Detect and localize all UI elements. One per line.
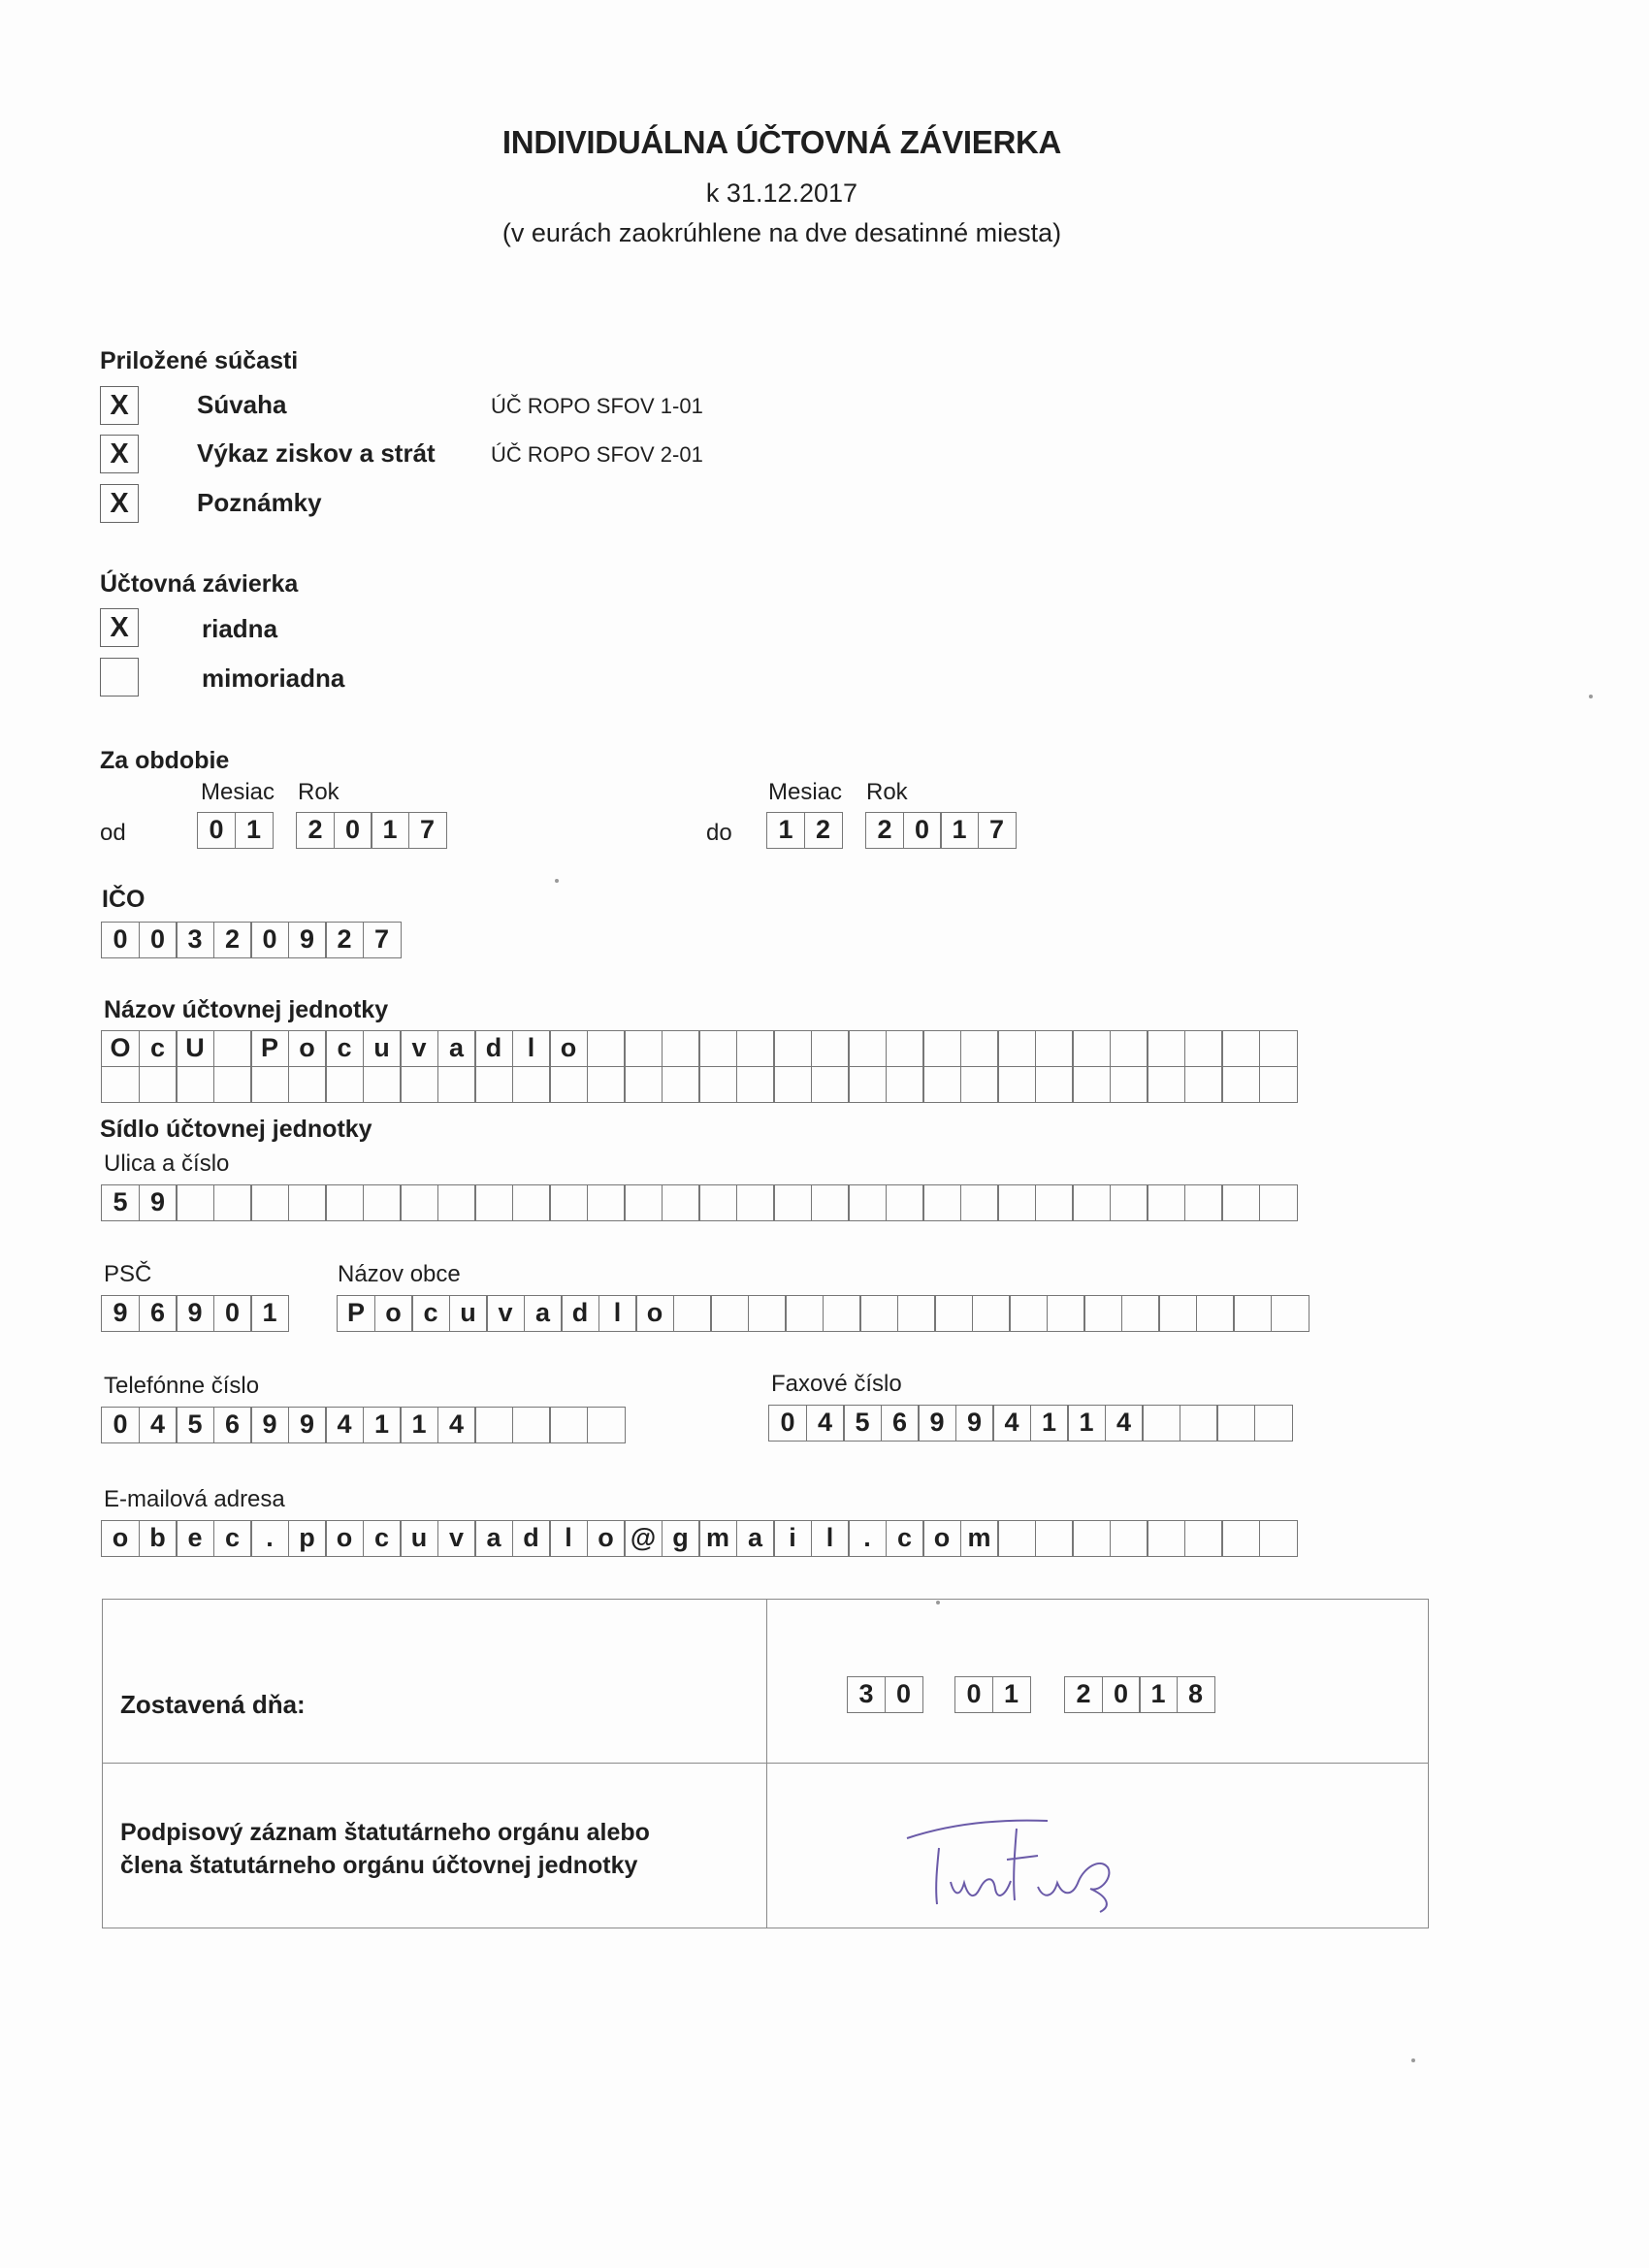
letter-cell [848, 1184, 887, 1221]
city-label: Názov obce [338, 1261, 461, 1287]
letter-cell [934, 1295, 973, 1332]
letter-cell [512, 1066, 551, 1103]
letter-cell [363, 1066, 402, 1103]
from-year-label: Rok [298, 779, 340, 805]
letter-cell [698, 1066, 737, 1103]
from-year-field[interactable] [296, 812, 447, 849]
letter-cell [1158, 1295, 1197, 1332]
letter-cell [176, 1184, 214, 1221]
letter-cell [474, 1407, 513, 1443]
to-year-label: Rok [866, 779, 908, 805]
letter-cell [1110, 1030, 1148, 1067]
letter-cell: d [474, 1030, 513, 1067]
letter-cell: a [437, 1030, 476, 1067]
letter-cell [250, 1066, 289, 1103]
compiled-day-field[interactable] [847, 1676, 923, 1713]
digit-cell: 1 [940, 812, 979, 849]
letter-cell [811, 1066, 850, 1103]
from-month-label: Mesiac [201, 779, 275, 805]
digit-cell: 2 [213, 922, 252, 958]
email-label: E-mailová adresa [104, 1486, 285, 1512]
letter-cell: o [549, 1030, 588, 1067]
letter-cell [773, 1030, 812, 1067]
letter-cell: 9 [288, 1407, 327, 1443]
letter-cell: v [400, 1030, 438, 1067]
letter-cell [1221, 1184, 1260, 1221]
letter-cell [624, 1184, 663, 1221]
to-month-label: Mesiac [768, 779, 843, 805]
scan-speck [936, 1601, 940, 1604]
ico-field[interactable] [101, 922, 402, 958]
letter-cell [624, 1030, 663, 1067]
letter-cell [1072, 1184, 1111, 1221]
letter-cell [1121, 1295, 1160, 1332]
table-divider-horizontal [102, 1763, 1429, 1764]
digit-cell: 2 [296, 812, 335, 849]
letter-cell [698, 1030, 737, 1067]
letter-cell [1047, 1295, 1085, 1332]
letter-cell [662, 1066, 700, 1103]
letter-cell [1009, 1295, 1048, 1332]
entity-name-row-1 [101, 1030, 1298, 1067]
letter-cell: c [363, 1520, 402, 1557]
digit-cell: 7 [408, 812, 447, 849]
letter-cell [1254, 1405, 1293, 1442]
fax-field[interactable] [768, 1405, 1293, 1442]
letter-cell: 9 [250, 1407, 289, 1443]
letter-cell [139, 1066, 178, 1103]
letter-cell [549, 1066, 588, 1103]
psc-field[interactable] [101, 1295, 289, 1332]
letter-cell [176, 1066, 214, 1103]
letter-cell [587, 1184, 626, 1221]
digit-cell: 0 [885, 1676, 923, 1713]
letter-cell [587, 1407, 626, 1443]
digit-cell: 1 [766, 812, 805, 849]
phone-field[interactable] [101, 1407, 626, 1443]
signature-label-line-1: Podpisový záznam štatutárneho orgánu alebo [120, 1819, 650, 1846]
letter-cell: o [922, 1520, 961, 1557]
letter-cell: l [512, 1030, 551, 1067]
letter-cell: . [250, 1520, 289, 1557]
letter-cell: 1 [1067, 1405, 1106, 1442]
digit-cell: 0 [139, 922, 178, 958]
letter-cell: u [400, 1520, 438, 1557]
digit-cell: 7 [978, 812, 1017, 849]
letter-cell [587, 1030, 626, 1067]
letter-cell [1147, 1184, 1185, 1221]
document-date: k 31.12.2017 [705, 178, 858, 208]
letter-cell [673, 1295, 712, 1332]
statement-type-heading: Účtovná závierka [100, 570, 299, 598]
letter-cell [886, 1184, 924, 1221]
letter-cell [859, 1295, 898, 1332]
to-month-field[interactable] [766, 812, 843, 849]
letter-cell: c [213, 1520, 252, 1557]
code-vykaz: ÚČ ROPO SFOV 2-01 [491, 442, 703, 467]
letter-cell: 0 [768, 1405, 807, 1442]
entity-name-field[interactable] [101, 1030, 1298, 1103]
letter-cell [325, 1066, 364, 1103]
label-poznamky: Poznámky [197, 488, 322, 517]
letter-cell [773, 1184, 812, 1221]
letter-cell [848, 1030, 887, 1067]
attachments-heading: Priložené súčasti [100, 347, 299, 374]
letter-cell [997, 1066, 1036, 1103]
digit-cell: 1 [1139, 1676, 1178, 1713]
letter-cell [922, 1030, 961, 1067]
letter-cell: 4 [1105, 1405, 1144, 1442]
letter-cell: d [512, 1520, 551, 1557]
letter-cell [474, 1066, 513, 1103]
label-suvaha: Súvaha [197, 390, 287, 419]
digit-cell: 8 [1177, 1676, 1215, 1713]
letter-cell: u [363, 1030, 402, 1067]
digit-cell: 1 [992, 1676, 1031, 1713]
digit-cell: 0 [954, 1676, 993, 1713]
letter-cell [922, 1184, 961, 1221]
label-vykaz: Výkaz ziskov a strát [197, 438, 436, 468]
digit-cell: 3 [847, 1676, 886, 1713]
digit-cell: 0 [334, 812, 372, 849]
letter-cell: P [337, 1295, 375, 1332]
checkbox-vykaz[interactable]: X [100, 435, 139, 473]
letter-cell [400, 1184, 438, 1221]
letter-cell [811, 1030, 850, 1067]
digit-cell: 9 [288, 922, 327, 958]
street-field[interactable] [101, 1184, 1298, 1221]
letter-cell: a [524, 1295, 563, 1332]
letter-cell [101, 1066, 140, 1103]
letter-cell: a [736, 1520, 775, 1557]
digit-cell: 0 [903, 812, 942, 849]
period-heading: Za obdobie [100, 747, 230, 774]
from-label: od [100, 820, 126, 846]
psc-label: PSČ [104, 1261, 152, 1287]
letter-cell: 0 [101, 1407, 140, 1443]
letter-cell [1184, 1066, 1223, 1103]
letter-cell [1035, 1066, 1074, 1103]
letter-cell: 5 [843, 1405, 882, 1442]
digit-cell: 3 [176, 922, 214, 958]
digit-cell: 0 [1102, 1676, 1141, 1713]
letter-cell: v [437, 1520, 476, 1557]
letter-cell [1147, 1520, 1185, 1557]
label-mimoriadna: mimoriadna [202, 664, 345, 693]
letter-cell [288, 1066, 327, 1103]
letter-cell [1180, 1405, 1218, 1442]
letter-cell [886, 1066, 924, 1103]
compiled-month-field[interactable] [954, 1676, 1031, 1713]
letter-cell [1184, 1184, 1223, 1221]
letter-cell: c [325, 1030, 364, 1067]
letter-cell [811, 1184, 850, 1221]
digit-cell: 1 [235, 812, 274, 849]
digit-cell: 2 [865, 812, 904, 849]
letter-cell [1259, 1066, 1298, 1103]
letter-cell [886, 1030, 924, 1067]
letter-cell [848, 1066, 887, 1103]
letter-cell: 9 [918, 1405, 956, 1442]
letter-cell [437, 1066, 476, 1103]
street-label: Ulica a číslo [104, 1150, 230, 1177]
letter-cell: c [886, 1520, 924, 1557]
letter-cell: 9 [101, 1295, 140, 1332]
letter-cell: 5 [176, 1407, 214, 1443]
letter-cell [1110, 1520, 1148, 1557]
letter-cell [624, 1066, 663, 1103]
letter-cell [662, 1184, 700, 1221]
letter-cell [960, 1030, 999, 1067]
letter-cell: c [411, 1295, 450, 1332]
scan-speck [1589, 695, 1593, 698]
letter-cell [997, 1030, 1036, 1067]
digit-cell: 2 [325, 922, 364, 958]
letter-cell: 9 [955, 1405, 994, 1442]
letter-cell: 6 [881, 1405, 920, 1442]
letter-cell: 6 [213, 1407, 252, 1443]
letter-cell: P [250, 1030, 289, 1067]
letter-cell: o [635, 1295, 674, 1332]
letter-cell: b [139, 1520, 178, 1557]
letter-cell: l [811, 1520, 850, 1557]
letter-cell [213, 1184, 252, 1221]
letter-cell: m [960, 1520, 999, 1557]
letter-cell [1184, 1030, 1223, 1067]
letter-cell: 4 [437, 1407, 476, 1443]
letter-cell: a [474, 1520, 513, 1557]
letter-cell: o [325, 1520, 364, 1557]
letter-cell [960, 1066, 999, 1103]
letter-cell: @ [624, 1520, 663, 1557]
letter-cell: 6 [139, 1295, 178, 1332]
letter-cell [1083, 1295, 1122, 1332]
letter-cell [1221, 1066, 1260, 1103]
letter-cell [922, 1066, 961, 1103]
letter-cell [400, 1066, 438, 1103]
letter-cell [1035, 1184, 1074, 1221]
letter-cell: l [549, 1520, 588, 1557]
letter-cell [549, 1184, 588, 1221]
digit-cell: 0 [250, 922, 289, 958]
letter-cell: 9 [176, 1295, 214, 1332]
letter-cell [736, 1066, 775, 1103]
letter-cell: m [698, 1520, 737, 1557]
letter-cell: l [598, 1295, 637, 1332]
letter-cell [1259, 1030, 1298, 1067]
digit-cell: 1 [371, 812, 409, 849]
letter-cell: 4 [806, 1405, 845, 1442]
letter-cell: 1 [363, 1407, 402, 1443]
digit-cell: 0 [101, 922, 140, 958]
from-month-field[interactable] [197, 812, 274, 849]
letter-cell [213, 1030, 252, 1067]
seat-heading: Sídlo účtovnej jednotky [100, 1116, 372, 1143]
letter-cell [1184, 1520, 1223, 1557]
letter-cell: p [288, 1520, 327, 1557]
letter-cell: 4 [992, 1405, 1031, 1442]
letter-cell: v [486, 1295, 525, 1332]
phone-label: Telefónne číslo [104, 1373, 260, 1399]
letter-cell [710, 1295, 749, 1332]
compiled-date-label: Zostavená dňa: [120, 1690, 306, 1719]
letter-cell [960, 1184, 999, 1221]
letter-cell [1216, 1405, 1255, 1442]
table-divider-vertical [766, 1599, 767, 1928]
letter-cell [1147, 1066, 1185, 1103]
checkbox-poznamky[interactable]: X [100, 484, 139, 523]
letter-cell: o [587, 1520, 626, 1557]
ico-label: IČO [102, 886, 146, 913]
letter-cell [972, 1295, 1011, 1332]
letter-cell [549, 1407, 588, 1443]
letter-cell [1072, 1066, 1111, 1103]
digit-cell: 7 [363, 922, 402, 958]
letter-cell [474, 1184, 513, 1221]
letter-cell [1259, 1184, 1298, 1221]
letter-cell [662, 1030, 700, 1067]
letter-cell [1196, 1295, 1235, 1332]
letter-cell [997, 1520, 1036, 1557]
letter-cell: i [773, 1520, 812, 1557]
letter-cell [785, 1295, 824, 1332]
letter-cell: o [101, 1520, 140, 1557]
city-field[interactable] [337, 1295, 1310, 1332]
letter-cell [1271, 1295, 1310, 1332]
letter-cell [288, 1184, 327, 1221]
letter-cell [997, 1184, 1036, 1221]
letter-cell [213, 1066, 252, 1103]
handwritten-signature [892, 1799, 1145, 1916]
letter-cell: u [449, 1295, 488, 1332]
letter-cell: O [101, 1030, 140, 1067]
scan-speck [555, 879, 559, 883]
letter-cell: U [176, 1030, 214, 1067]
letter-cell: o [374, 1295, 413, 1332]
letter-cell [437, 1184, 476, 1221]
letter-cell: 4 [139, 1407, 178, 1443]
letter-cell: 4 [325, 1407, 364, 1443]
letter-cell [1110, 1184, 1148, 1221]
fax-label: Faxové číslo [771, 1371, 902, 1397]
to-label: do [706, 820, 732, 846]
letter-cell [250, 1184, 289, 1221]
letter-cell: 1 [1030, 1405, 1069, 1442]
letter-cell [698, 1184, 737, 1221]
digit-cell: 2 [1064, 1676, 1103, 1713]
letter-cell [1233, 1295, 1272, 1332]
letter-cell [736, 1184, 775, 1221]
letter-cell: g [662, 1520, 700, 1557]
letter-cell: o [288, 1030, 327, 1067]
digit-cell: 2 [804, 812, 843, 849]
letter-cell: 1 [400, 1407, 438, 1443]
letter-cell: c [139, 1030, 178, 1067]
to-year-field[interactable] [865, 812, 1017, 849]
letter-cell [1072, 1030, 1111, 1067]
letter-cell [1147, 1030, 1185, 1067]
entity-name-label: Názov účtovnej jednotky [104, 996, 389, 1023]
checkbox-suvaha[interactable]: X [100, 386, 139, 425]
label-riadna: riadna [202, 614, 278, 643]
digit-cell: 0 [197, 812, 236, 849]
letter-cell [748, 1295, 787, 1332]
letter-cell [1072, 1520, 1111, 1557]
letter-cell [773, 1066, 812, 1103]
checkbox-riadna[interactable]: X [100, 608, 139, 647]
letter-cell [1221, 1030, 1260, 1067]
letter-cell: 5 [101, 1184, 140, 1221]
letter-cell [1035, 1520, 1074, 1557]
letter-cell [325, 1184, 364, 1221]
letter-cell: 1 [250, 1295, 289, 1332]
entity-name-row-2 [101, 1066, 1298, 1103]
letter-cell [587, 1066, 626, 1103]
letter-cell [736, 1030, 775, 1067]
letter-cell: . [848, 1520, 887, 1557]
currency-note: (v eurách zaokrúhlene na dve desatinné miesta) [501, 218, 1062, 247]
letter-cell [1221, 1520, 1260, 1557]
letter-cell [512, 1184, 551, 1221]
scan-speck [1411, 2058, 1415, 2062]
letter-cell [1142, 1405, 1180, 1442]
letter-cell: 9 [139, 1184, 178, 1221]
signature-label-line-2: člena štatutárneho orgánu účtovnej jednotky [120, 1852, 638, 1879]
letter-cell: 0 [213, 1295, 252, 1332]
compiled-year-field[interactable] [1064, 1676, 1215, 1713]
letter-cell: d [561, 1295, 599, 1332]
letter-cell [363, 1184, 402, 1221]
letter-cell [1110, 1066, 1148, 1103]
letter-cell [1035, 1030, 1074, 1067]
letter-cell: e [176, 1520, 214, 1557]
letter-cell [897, 1295, 936, 1332]
email-field[interactable] [101, 1520, 1298, 1557]
letter-cell [1259, 1520, 1298, 1557]
letter-cell [823, 1295, 861, 1332]
code-suvaha: ÚČ ROPO SFOV 1-01 [491, 394, 703, 418]
checkbox-mimoriadna[interactable] [100, 658, 139, 697]
document-title: INDIVIDUÁLNA ÚČTOVNÁ ZÁVIERKA [501, 124, 1062, 160]
letter-cell [512, 1407, 551, 1443]
